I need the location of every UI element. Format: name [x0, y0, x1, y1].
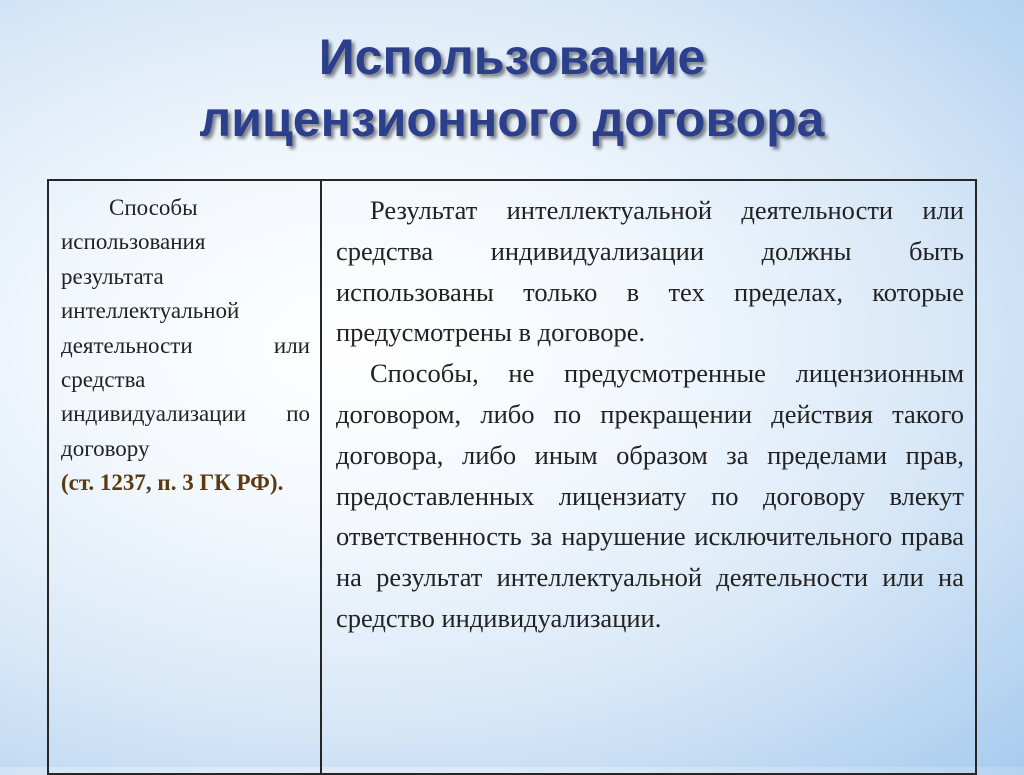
- slide-title: [0, 26, 1024, 150]
- paragraph-1: Результат интеллектуальной деятельности или средства индивидуализации должны быть использованы только в тех пределах, которые предусмотрены в договоре.: [336, 195, 964, 348]
- left-cell-text: Способы использования результата интеллектуальной деятельности или средства индивидуализации по договору: [61, 195, 310, 461]
- paragraph-2: Способы, не предусмотренные лицензионным договором, либо по прекращении действия такого договора, либо иным образом за пределами прав, предоставленных лицензиату по договору влекут ответственность за нарушение исключительного права на результат интеллектуальной деятельности или на средство индивидуализации.: [336, 358, 964, 633]
- title-line-1: Использование: [318, 29, 706, 85]
- left-cell: [49, 181, 322, 773]
- content-table: [47, 179, 977, 775]
- law-reference: (ст. 1237, п. 3 ГК РФ).: [61, 470, 284, 496]
- title-line-2: лицензионного договора: [199, 91, 825, 147]
- right-cell: [322, 181, 975, 773]
